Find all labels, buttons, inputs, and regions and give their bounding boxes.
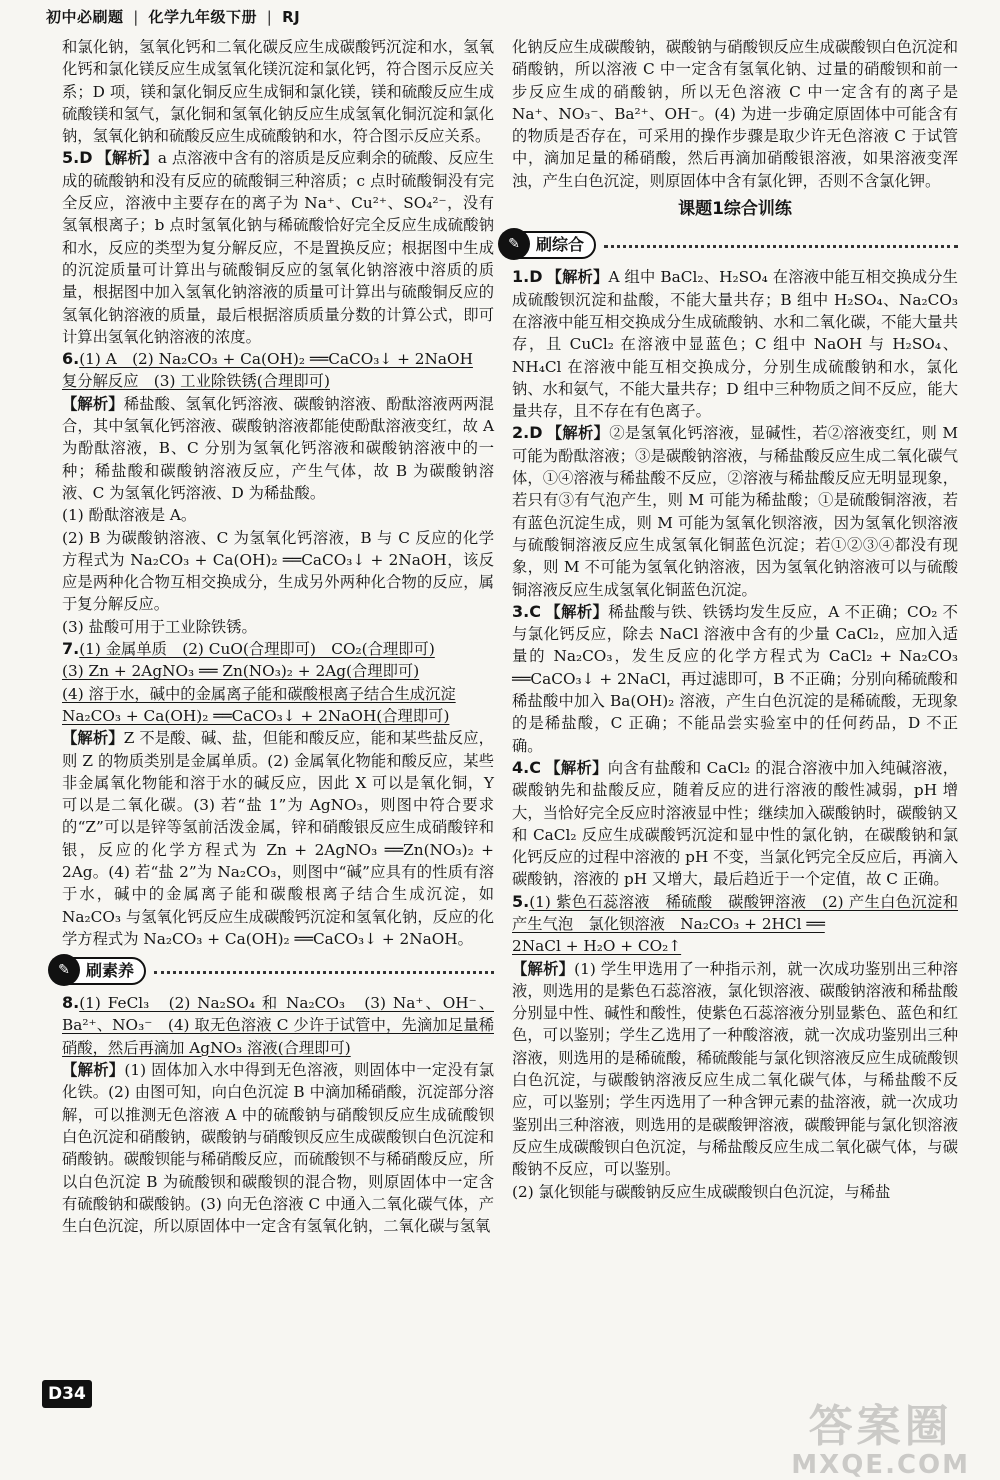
answer-r4 [512, 757, 958, 891]
right-column [508, 36, 958, 1203]
page-number: D34 [42, 1380, 92, 1408]
banner-shuasuyang [50, 956, 494, 986]
answer-line: Na₂CO₃ + Ca(OH)₂ ══CaCO₃↓ + 2NaOH(合理即可) [62, 706, 450, 725]
answer-line: (1) 金属单质 (2) CuO(合理即可) CO₂(合理即可) [79, 640, 435, 659]
analysis-text: a 点溶液中含有的溶质是反应剩余的硫酸、反应生成的硫酸钠和没有反应的硫酸铜三种溶质；c 点时硫酸铜没有完全反应，溶液中主要存在的离子为 Na⁺、Cu²⁺、SO₄²⁻，没有氢氧根离子；b 点时氢氧化钠与稀硫酸恰好完全反应生成硫酸钠和水，反应的类型为复分解反应，不是置换反应；根据图中生成的沉淀质量可计算出与硫酸铜反应的氢氧化钠溶液中溶质的质量，根据图中加入氢氧化钠溶液的质量可计算出与硫酸铜反应的氢氧化钠溶液的质量，最后根据溶质质量分数的计算公式，即可计算出氢氧化钠溶液的浓度。 [62, 149, 494, 346]
banner-label: 刷综合 [536, 235, 585, 255]
watermark-text: 答案圈 [808, 1401, 953, 1452]
analysis-text: Z 不是酸、碱、盐，但能和酸反应，能和某些盐反应，则 Z 的物质类别是金属单质。(2) 金属氧化物能和酸反应，某些非金属氧化物能和溶于水的碱反应，因此 X 可以是氧化铜，Y 可以是二氧化碳。(3) 若“盐 1”为 AgNO₃，则图中符合要求的“Z”可以是锌等氢前活泼金属，锌和硝酸银反应生成硝酸锌和银，反应的化学方程式为 Zn + 2AgNO₃ ══Zn(NO₃)₂ + 2Ag。(4) 若“盐 2”为 Na₂CO₃，则图中“碱”应具有的性质有溶于水，碱中的金属离子能和碳酸根离子结合生成沉淀，如 Na₂CO₃ 与氢氧化钙反应生成碳酸钙沉淀和氢氧化钠，反应的化学方程式为 Na₂CO₃ + Ca(OH)₂ ══CaCO₃↓ + 2NaOH。 [62, 729, 494, 948]
analysis-part: (2) 氯化钡能与碳酸钠反应生成碳酸钡白色沉淀，与稀盐 [512, 1182, 891, 1201]
analysis-tag: 【解析】 [62, 1061, 125, 1080]
answer-line: (3) Zn + 2AgNO₃ ══ Zn(NO₃)₂ + 2Ag(合理即可) [62, 662, 420, 681]
analysis-text: ②是氢氧化钙溶液，显碱性，若②溶液变红，则 M 可能为酚酞溶液；③是碳酸钠溶液，与稀盐酸反应生成二氧化碳气体，①④溶液与稀盐酸不反应，②溶液与稀盐酸反应无明显现象，若只有③有气泡产生，则 M 可能为稀盐酸；①是硫酸铜溶液，若有蓝色沉淀生成，则 M 可能为氢氧化钡溶液，因为氢氧化钡溶液与硫酸铜溶液反应生成氢氧化铜蓝色沉淀；若①②③④都没有现象，则 M 不可能为氢氧化钠溶液，因为氢氧化钠溶液可以与硫酸铜溶液反应生成氢氧化铜蓝色沉淀。 [512, 424, 958, 599]
question-number: 8. [62, 993, 80, 1013]
banner-ball-icon: ✎ [498, 228, 530, 260]
analysis-text: (1) 固体加入水中得到无色溶液，则固体中一定没有氯化铁。(2) 由图可知，向白色沉淀 B 中滴加稀硝酸，沉淀部分溶解，可以推测无色溶液 A 中的硫酸钠与硝酸钡反应生成硫酸钡白色沉淀和硝酸钠，碳酸钠与硝酸钡反应生成碳酸钡白色沉淀和硝酸钠。碳酸钡能与稀硝酸反应，而硫酸钡不与稀硝酸反应，所以白色沉淀 B 为硫酸钡和碳酸钡的混合物，则原固体中一定含有硫酸钠和碳酸钠。(3) 向无色溶液 C 中通入二氧化碳气体，产生白色沉淀，所以原固体中一定含有氢氧化钠，二氧化碳与氢氧 [62, 1061, 494, 1236]
banner-dotted-line [154, 971, 494, 974]
analysis-tag: 【解析】 [62, 729, 124, 748]
question-number: 7. [62, 639, 80, 659]
analysis-tag: 【解析】 [544, 758, 608, 777]
answer-line: (1) FeCl₃ (2) Na₂SO₄ 和 Na₂CO₃ (3) Na⁺、OH⁻、Ba²⁺、NO₃⁻ (4) 取无色溶液 C 少许于试管中，先滴加足量稀硝酸，然后再滴加 AgNO₃ 溶液(合理即可) [62, 994, 494, 1057]
banner-label: 刷素养 [86, 961, 135, 981]
banner-dotted-line [604, 245, 958, 248]
analysis-tag: 【解析】 [546, 424, 610, 443]
answer-letter: C [529, 757, 541, 777]
answer-8 [62, 992, 494, 1237]
answer-letter: C [529, 601, 541, 621]
analysis-text: 稀盐酸、氢氧化钙溶液、碳酸钠溶液、酚酞溶液两两混合，其中氢氧化钙溶液、碳酸钠溶液都能使酚酞溶液变红，故 A 为酚酞溶液，B、C 分别为氢氧化钙溶液和碳酸钠溶液中的一种；稀盐酸和碳酸钠溶液反应，产生气体，故 B 为碳酸钠溶液、C 为氢氧化钙溶液、D 为稀盐酸。 [62, 394, 494, 502]
answer-7 [62, 638, 494, 950]
analysis-tag: 【解析】 [544, 602, 609, 621]
watermark-logo [791, 1390, 970, 1480]
question-number: 2. [512, 423, 530, 443]
answer-r3 [512, 601, 958, 757]
answer-6 [62, 348, 494, 638]
answer-line: 2NaCl + H₂O + CO₂↑ [512, 937, 682, 956]
analysis-text: A 组中 BaCl₂、H₂SO₄ 在溶液中能互相交换成分生成硫酸钡沉淀和盐酸，不能大量共存；B 组中 H₂SO₄、Na₂CO₃ 在溶液中能互相交换成分生成硫酸钠、水和二氧化碳，不能大量共存，且 CuCl₂ 在溶液中显蓝色；C 组中 NaOH 与 H₂SO₄、NH₄Cl 在溶液中能互相交换成分，分别生成硫酸钠和水，氯化钠、水和氨气，不能大量共存；D 组中三种物质之间不反应，能大量共存，且不存在有色离子。 [512, 268, 958, 421]
answer-r5 [512, 891, 958, 1203]
answer-5 [62, 147, 494, 348]
answer-r1 [512, 266, 958, 422]
question-number: 6. [62, 349, 80, 369]
answer-r2 [512, 422, 958, 600]
right-intro: 化钠反应生成碳酸钠，碳酸钠与硝酸钡反应生成碳酸钡白色沉淀和硝酸钠，所以溶液 C 中一定含有氢氧化钠、过量的硝酸钡和前一步反应生成的硝酸钠，所以无色溶液 C 中一定含有的离子是 Na⁺、NO₃⁻、Ba²⁺、OH⁻。(4) 为进一步确定原固体中可能含有的物质是否存在，可采用的操作步骤是取少许无色溶液 C 于试管中，滴加足量的稀硝酸，然后再滴加硝酸银溶液，如果溶液变浑浊，产生白色沉淀，则原固体中含有氯化钾，否则不含氯化钾。 [512, 38, 958, 190]
subject-title: 化学九年级下册 [148, 8, 258, 26]
analysis-part: (2) B 为碳酸钠溶液、C 为氢氧化钙溶液，B 与 C 反应的化学方程式为 Na₂CO₃ + Ca(OH)₂ ══CaCO₃↓ + 2NaOH，该反应是两种化合物互相交换成分，生成另外两种化合物的反应，属于复分解反应。 [62, 528, 494, 614]
edition-label: RJ [282, 8, 301, 26]
analysis-tag: 【解析】 [96, 149, 158, 168]
question-number: 5. [62, 148, 80, 168]
analysis-part: (1) 酚酞溶液是 A。 [62, 506, 197, 525]
answer-line: (1) A (2) Na₂CO₃ + Ca(OH)₂ ══CaCO₃↓ + 2NaOH [79, 350, 473, 369]
analysis-text: (1) 学生甲选用了一种指示剂，就一次成功鉴别出三种溶液，则选用的是紫色石蕊溶液，氯化钡溶液、碳酸钠溶液和稀盐酸分别显中性、碱性和酸性，使紫色石蕊溶液分别显紫色、蓝色和红色，可以鉴别；学生乙选用了一种酸溶液，就一次成功鉴别出三种溶液，则选用的是稀硫酸，稀硫酸能与氯化钡溶液反应生成硫酸钡白色沉淀，与碳酸钠溶液反应生成二氧化碳气体，与稀盐酸不反应，可以鉴别；学生丙选用了一种含钾元素的盐溶液，就一次成功鉴别出三种溶液，则选用的是碳酸钾溶液，碳酸钾能与氯化钡溶液反应生成碳酸钡白色沉淀，与稀盐酸反应生成二氧化碳气体，与碳酸钠不反应，可以鉴别。 [512, 959, 958, 1179]
question-number: 4. [512, 757, 530, 777]
header-separator: | [133, 8, 139, 26]
page-header [46, 6, 300, 27]
watermark-url: MXQE.COM [791, 1450, 970, 1480]
answer-line: (4) 溶于水，碱中的金属离子能和碳酸根离子结合生成沉淀 [62, 684, 456, 703]
analysis-part: (3) 盐酸可用于工业除铁锈。 [62, 617, 257, 636]
banner-shuazonghe [500, 230, 958, 260]
left-intro: 和氯化钠，氢氧化钙和二氧化碳反应生成碳酸钙沉淀和水，氢氧化钙和氯化镁反应生成氢氧化镁沉淀和氯化钙，符合图示反应关系；D 项，镁和氯化铜反应生成铜和氯化镁，镁和硫酸反应生成硫酸镁和氢气，氯化铜和氢氧化钠反应生成氢氧化铜沉淀和氯化钠，氢氧化钠和硫酸反应生成硫酸钠和水，符合图示反应关系。 [62, 38, 494, 146]
answer-letter: D [79, 148, 93, 168]
question-number: 1. [512, 267, 530, 287]
section-title: 课题1综合训练 [678, 199, 792, 220]
header-separator-2: | [266, 8, 273, 26]
question-number: 5. [512, 891, 530, 911]
analysis-text: 稀盐酸与铁、铁锈均发生反应，A 不正确；CO₂ 不与氯化钙反应，除去 NaCl 溶液中含有的少量 CaCl₂，应加入适量的 Na₂CO₃，发生反应的化学方程式为 CaCl₂ + Na₂CO₃ ══CaCO₃↓ + 2NaCl，再过滤即可，B 不正确；分别向稀硫酸和稀盐酸中加入 Ba(OH)₂ 溶液，产生白色沉淀的是稀硫酸，无现象的是稀盐酸，C 正确；不能品尝实验室中的任何药品，D 不正确。 [512, 602, 958, 755]
answer-line: (1) 紫色石蕊溶液 稀硫酸 碳酸钾溶液 (2) 产生白色沉淀和产生气泡 氯化钡溶液 Na₂CO₃ + 2HCl ══ [512, 892, 958, 933]
analysis-tag: 【解析】 [512, 959, 575, 978]
analysis-tag: 【解析】 [546, 268, 609, 287]
banner-ball-icon: ✎ [48, 954, 80, 986]
analysis-tag: 【解析】 [62, 394, 124, 413]
left-column [58, 36, 494, 1237]
analysis-text: 向含有盐酸和 CaCl₂ 的混合溶液中加入纯碱溶液，碳酸钠先和盐酸反应，随着反应的进行溶液的酸性减弱，pH 增大，当恰好完全反应时溶液显中性；继续加入碳酸钠时，碳酸钠又和 CaCl₂ 反应生成碳酸钙沉淀和显中性的氯化钠，在碳酸钠和氯化钙反应的过程中溶液的 pH 不变，当氯化钙完全反应后，再滴入碳酸钠，溶液的 pH 又增大，最后趋近于一个定值，故 C 正确。 [512, 758, 958, 889]
answer-letter: D [529, 267, 543, 287]
question-number: 3. [512, 601, 530, 621]
book-title: 初中必刷题 [46, 8, 124, 26]
answer-line: 复分解反应 (3) 工业除铁锈(合理即可) [62, 372, 330, 391]
answer-letter: D [529, 423, 543, 443]
